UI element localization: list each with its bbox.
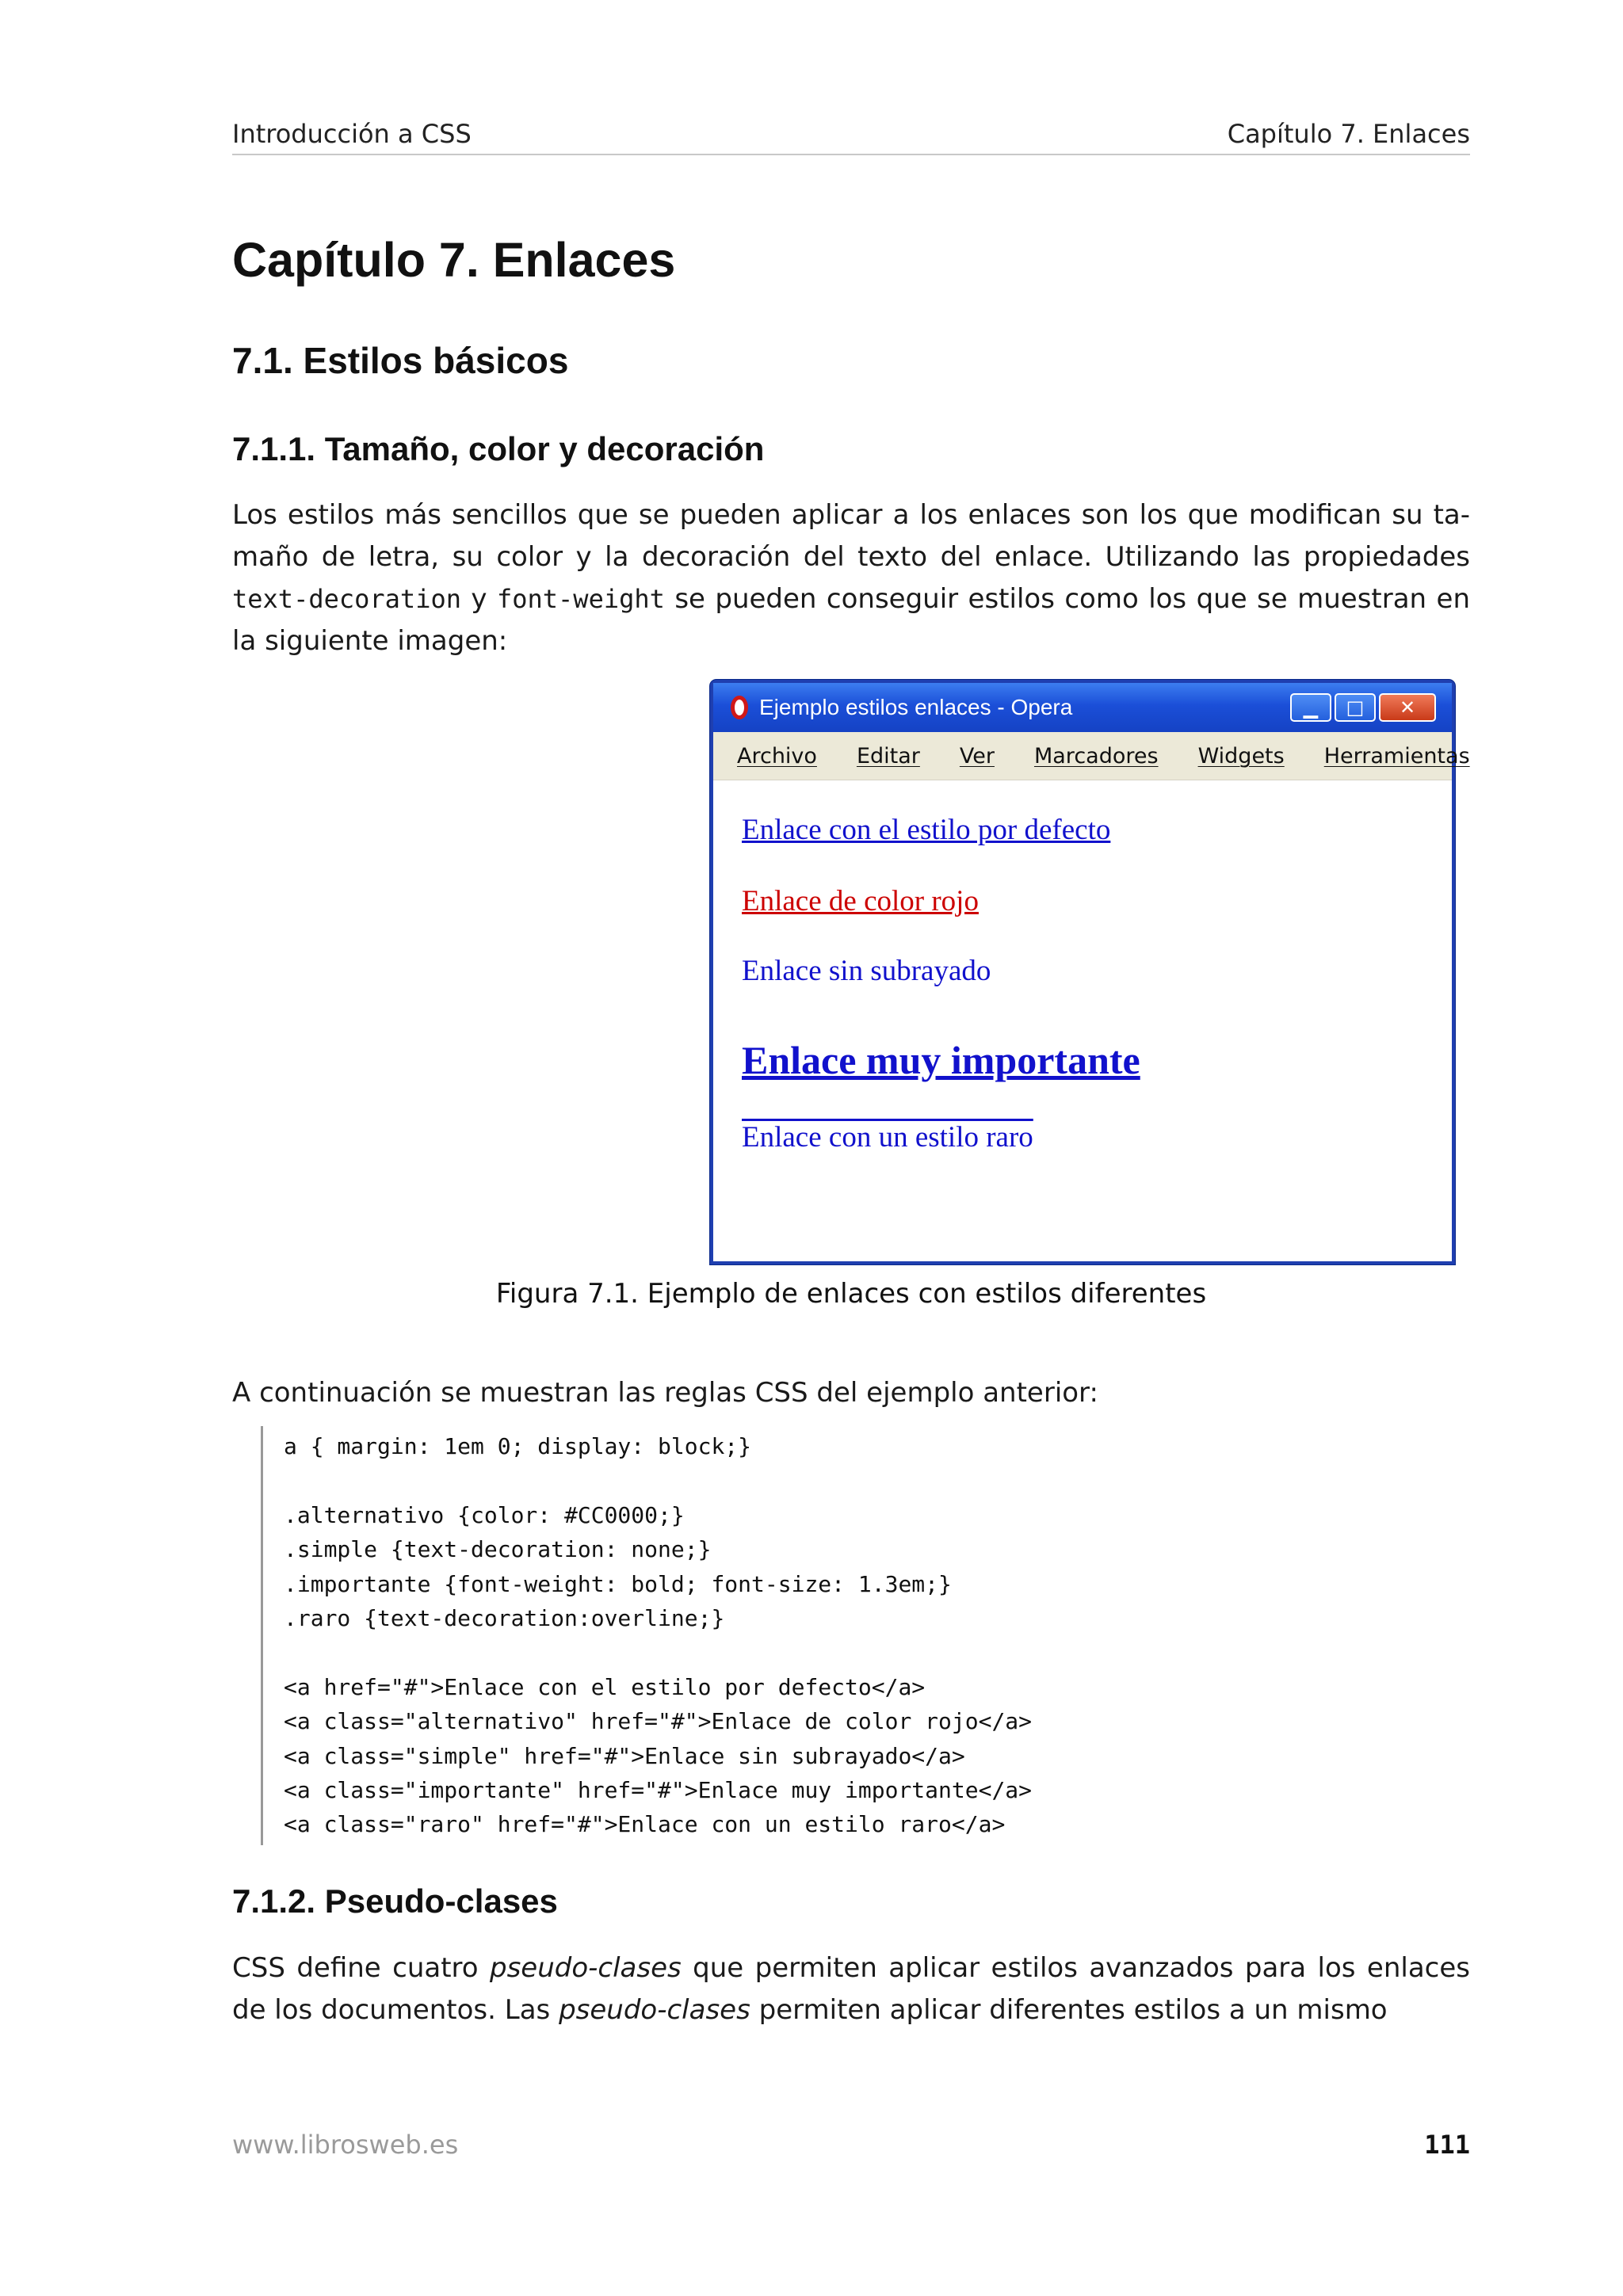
- page-footer: [232, 2130, 1470, 2160]
- header-chapter-title: Capítulo 7. Enlaces: [1227, 119, 1470, 149]
- section-title: 7.1. Estilos básicos: [232, 340, 569, 381]
- intro-text-3: se pueden conseguir estilos como los que se muestran en la siguiente imagen:: [232, 583, 1470, 657]
- menu-editar[interactable]: Editar: [856, 743, 920, 769]
- footer-website[interactable]: www.librosweb.es: [232, 2130, 459, 2160]
- maximize-icon[interactable]: □: [1335, 693, 1376, 722]
- header-book-title: Introducción a CSS: [232, 119, 472, 149]
- figure-caption: Figura 7.1. Ejemplo de enlaces con estilos diferentes: [495, 1278, 1207, 1310]
- running-header: [232, 119, 1470, 155]
- link-no-underline[interactable]: Enlace sin subrayado: [742, 955, 991, 987]
- minimize-icon[interactable]: ▁: [1290, 693, 1331, 722]
- menu-archivo[interactable]: Archivo: [737, 743, 817, 769]
- intro-paragraph: [232, 494, 1470, 662]
- pseudo-text-3: permiten aplicar diferentes estilos a un mismo: [750, 1994, 1388, 2026]
- menu-widgets[interactable]: Widgets: [1197, 743, 1285, 769]
- menu-herramientas[interactable]: Herramientas: [1323, 743, 1470, 769]
- pseudo-classes-paragraph: [232, 1947, 1470, 2031]
- window-controls: [1290, 693, 1436, 722]
- chapter-title: Capítulo 7. Enlaces: [232, 233, 676, 287]
- pseudo-emphasis-1: pseudo-clases: [490, 1952, 682, 1984]
- link-odd-style[interactable]: Enlace con un estilo raro: [742, 1121, 1033, 1154]
- pseudo-text-2: que permiten aplicar estilos avanzados para los enlaces de los documentos. Las: [232, 1952, 1470, 2026]
- document-page: [232, 0, 1470, 2296]
- page-number: 111: [1424, 2130, 1470, 2160]
- window-titlebar: [713, 683, 1452, 732]
- link-red[interactable]: Enlace de color rojo: [742, 885, 979, 917]
- code-block: a { margin: 1em 0; display: block;} .alternativo {color: #CC0000;} .simple {text-decoration: none;} .importante {font-weight: bold; font-size: 1.3em;} .raro {text-decoration:overline;} <a href="#">Enlace con el estilo por defecto</a> <a class="alternativo" href="#">Enlace de color rojo</a> <a class="simple" href="#">Enlace sin subrayado</a> <a class="importante" href="#">Enlace muy importante</a> <a class="raro" href="#">Enlace con un estilo raro</a>: [261, 1426, 1472, 1845]
- link-important[interactable]: Enlace muy importante: [742, 1038, 1140, 1082]
- menu-marcadores[interactable]: Marcadores: [1033, 743, 1159, 769]
- pseudo-text-1: CSS define cuatro: [232, 1952, 490, 1984]
- opera-logo-icon: [731, 696, 748, 719]
- subsection-pseudo-classes-title: 7.1.2. Pseudo-clases: [232, 1882, 558, 1920]
- browser-menubar: [713, 732, 1470, 780]
- code-intro-paragraph: A continuación se muestran las reglas CSS del ejemplo anterior:: [232, 1377, 1098, 1409]
- intro-text-2: y: [460, 583, 497, 615]
- menu-ver[interactable]: Ver: [959, 743, 995, 769]
- subsection-title: 7.1.1. Tamaño, color y decoración: [232, 430, 765, 467]
- opera-window-screenshot: [710, 680, 1470, 1264]
- inline-code-font-weight: font-weight: [496, 584, 665, 614]
- intro-text-1: Los estilos más sencillos que se pueden aplicar a los enlaces son los que modifican su ta-maño de letra, su color y la decoración del texto del enlace. Utilizando las propiedades: [232, 499, 1470, 573]
- link-default-style[interactable]: Enlace con el estilo por defecto: [742, 814, 1111, 846]
- close-icon[interactable]: ✕: [1379, 693, 1436, 722]
- window-title: Ejemplo estilos enlaces - Opera: [759, 695, 1073, 719]
- inline-code-text-decoration: text-decoration: [232, 584, 461, 614]
- pseudo-emphasis-2: pseudo-clases: [559, 1994, 750, 2026]
